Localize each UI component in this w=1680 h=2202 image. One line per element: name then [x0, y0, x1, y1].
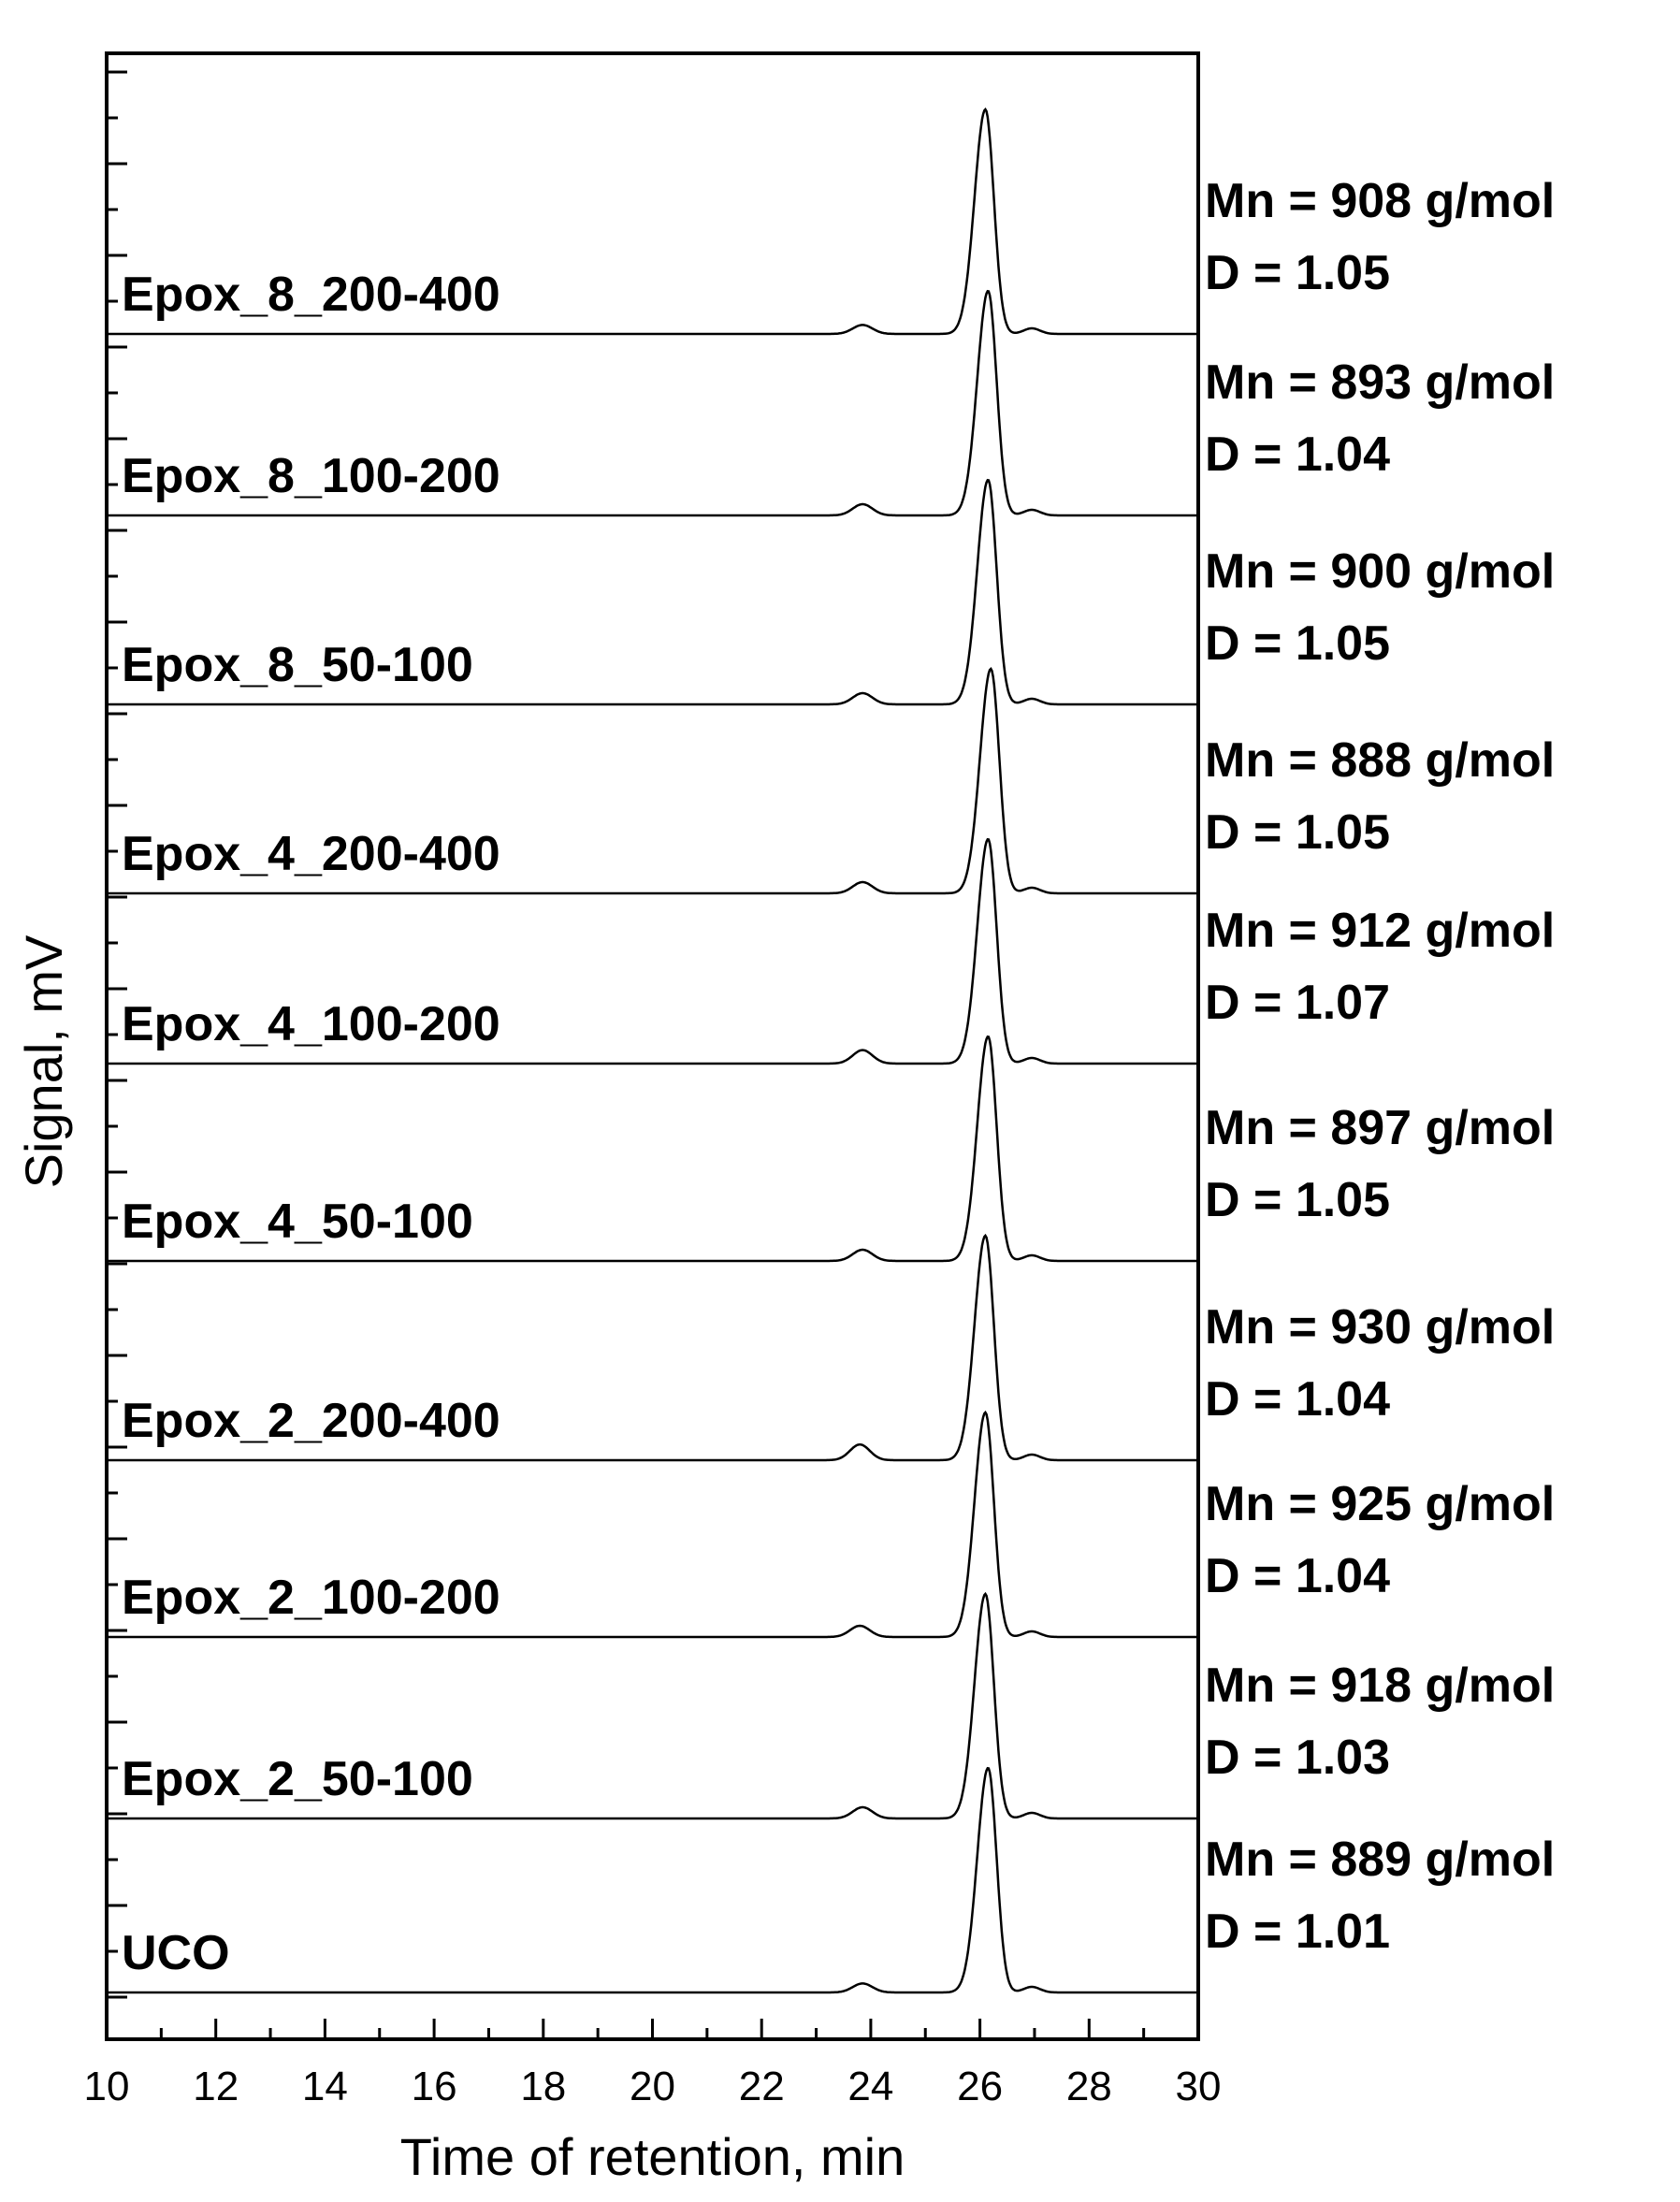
sample-label: Epox_8_50-100 — [122, 638, 473, 692]
mn-label: Mn = 897 g/mol — [1205, 1101, 1556, 1155]
sample-label: Epox_8_100-200 — [122, 449, 500, 503]
d-label: D = 1.05 — [1205, 246, 1391, 300]
x-tick-label: 26 — [957, 2064, 1004, 2109]
x-tick-label: 30 — [1175, 2064, 1222, 2109]
d-label: D = 1.04 — [1205, 1549, 1391, 1603]
sample-label: Epox_4_200-400 — [122, 827, 500, 881]
x-tick-label: 12 — [193, 2064, 239, 2109]
sample-label: Epox_8_200-400 — [122, 268, 500, 322]
sample-label: Epox_2_50-100 — [122, 1752, 473, 1806]
d-label: D = 1.03 — [1205, 1731, 1391, 1785]
x-tick-label: 24 — [847, 2064, 894, 2109]
d-label: D = 1.05 — [1205, 805, 1391, 860]
sample-label: Epox_2_200-400 — [122, 1394, 500, 1448]
x-tick-label: 10 — [83, 2064, 130, 2109]
mn-label: Mn = 908 g/mol — [1205, 174, 1556, 228]
mn-label: Mn = 889 g/mol — [1205, 1833, 1556, 1887]
d-label: D = 1.04 — [1205, 427, 1391, 482]
x-tick-label: 18 — [520, 2064, 567, 2109]
d-label: D = 1.04 — [1205, 1372, 1391, 1427]
sample-label: Epox_2_100-200 — [122, 1571, 500, 1625]
d-label: D = 1.07 — [1205, 976, 1391, 1030]
x-tick-label: 22 — [738, 2064, 785, 2109]
mn-label: Mn = 925 g/mol — [1205, 1477, 1556, 1531]
d-label: D = 1.05 — [1205, 1173, 1391, 1227]
x-tick-label: 28 — [1065, 2064, 1112, 2109]
mn-label: Mn = 900 g/mol — [1205, 544, 1556, 599]
mn-label: Mn = 930 g/mol — [1205, 1300, 1556, 1355]
y-axis-title: Signal, mV — [14, 934, 73, 1189]
x-tick-label: 14 — [301, 2064, 348, 2109]
d-label: D = 1.05 — [1205, 616, 1391, 671]
x-tick-label: 16 — [411, 2064, 457, 2109]
mn-label: Mn = 918 g/mol — [1205, 1659, 1556, 1713]
mn-label: Mn = 888 g/mol — [1205, 733, 1556, 788]
x-tick-label: 20 — [630, 2064, 675, 2109]
x-axis-title: Time of retention, min — [399, 2127, 905, 2186]
d-label: D = 1.01 — [1205, 1905, 1391, 1959]
sample-label: Epox_4_100-200 — [122, 997, 500, 1051]
mn-label: Mn = 893 g/mol — [1205, 355, 1556, 410]
sample-label: Epox_4_50-100 — [122, 1195, 473, 1249]
mn-label: Mn = 912 g/mol — [1205, 904, 1556, 958]
sample-label: UCO — [122, 1926, 230, 1980]
